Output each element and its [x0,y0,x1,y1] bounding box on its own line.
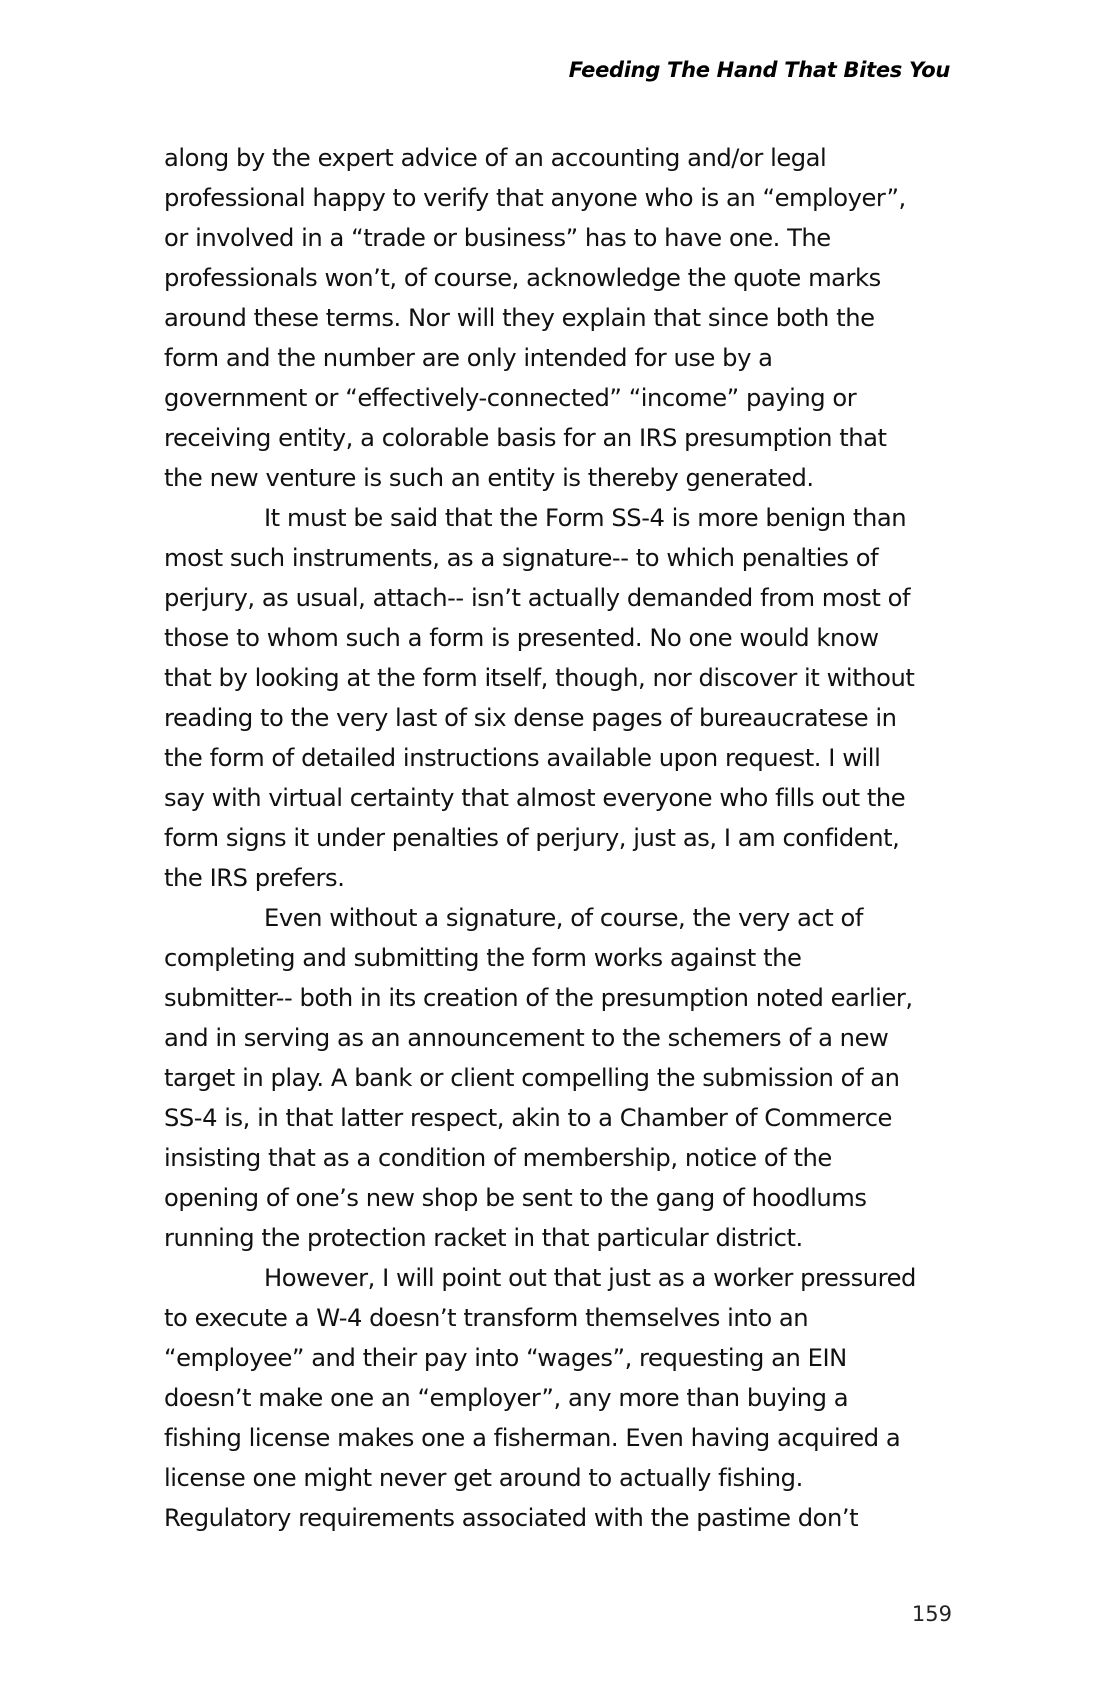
text-line: license one might never get around to actually fishing. [164,1464,803,1492]
text-line: reading to the very last of six dense pages of bureaucratese in [164,704,897,732]
text-line: most such instruments, as a signature-- to which penalties of [164,544,879,572]
text-line: around these terms. Nor will they explain that since both the [164,304,875,332]
text-line: those to whom such a form is presented. No one would know [164,624,879,652]
text-line: or involved in a “trade or business” has to have one. The [164,224,831,252]
text-line: insisting that as a condition of membership, notice of the [164,1144,832,1172]
text-line: running the protection racket in that particular district. [164,1224,803,1252]
body-text [164,138,964,1538]
text-line: completing and submitting the form works against the [164,944,802,972]
paragraph-first-line: Even without a signature, of course, the very act of [264,904,863,932]
paragraph-first-line: It must be said that the Form SS-4 is more benign than [264,504,907,532]
text-line: doesn’t make one an “employer”, any more than buying a [164,1384,849,1412]
page-number: 159 [911,1602,952,1626]
text-line: the IRS prefers. [164,864,345,892]
text-line: to execute a W-4 doesn’t transform themselves into an [164,1304,809,1332]
text-line: target in play. A bank or client compelling the submission of an [164,1064,900,1092]
text-line: form and the number are only intended for use by a [164,344,773,372]
text-line: professionals won’t, of course, acknowledge the quote marks [164,264,881,292]
text-line: Regulatory requirements associated with the pastime don’t [164,1504,859,1532]
text-line: perjury, as usual, attach-- isn’t actually demanded from most of [164,584,911,612]
text-line: professional happy to verify that anyone who is an “employer”, [164,184,906,212]
text-line: say with virtual certainty that almost everyone who fills out the [164,784,906,812]
text-line: receiving entity, a colorable basis for an IRS presumption that [164,424,887,452]
text-line: submitter-- both in its creation of the presumption noted earlier, [164,984,913,1012]
text-line: SS-4 is, in that latter respect, akin to a Chamber of Commerce [164,1104,892,1132]
text-line: government or “effectively-connected” “income” paying or [164,384,857,412]
text-line: fishing license makes one a fisherman. Even having acquired a [164,1424,901,1452]
text-line: opening of one’s new shop be sent to the gang of hoodlums [164,1184,867,1212]
paragraph-first-line: However, I will point out that just as a worker pressured [264,1264,916,1292]
text-line: the form of detailed instructions available upon request. I will [164,744,881,772]
text-line: the new venture is such an entity is thereby generated. [164,464,814,492]
text-line: form signs it under penalties of perjury, just as, I am confident, [164,824,900,852]
text-line: along by the expert advice of an accounting and/or legal [164,144,827,172]
text-line: that by looking at the form itself, though, nor discover it without [164,664,915,692]
text-line: and in serving as an announcement to the schemers of a new [164,1024,889,1052]
running-header: Feeding The Hand That Bites You [568,58,950,82]
text-line: “employee” and their pay into “wages”, requesting an EIN [164,1344,847,1372]
